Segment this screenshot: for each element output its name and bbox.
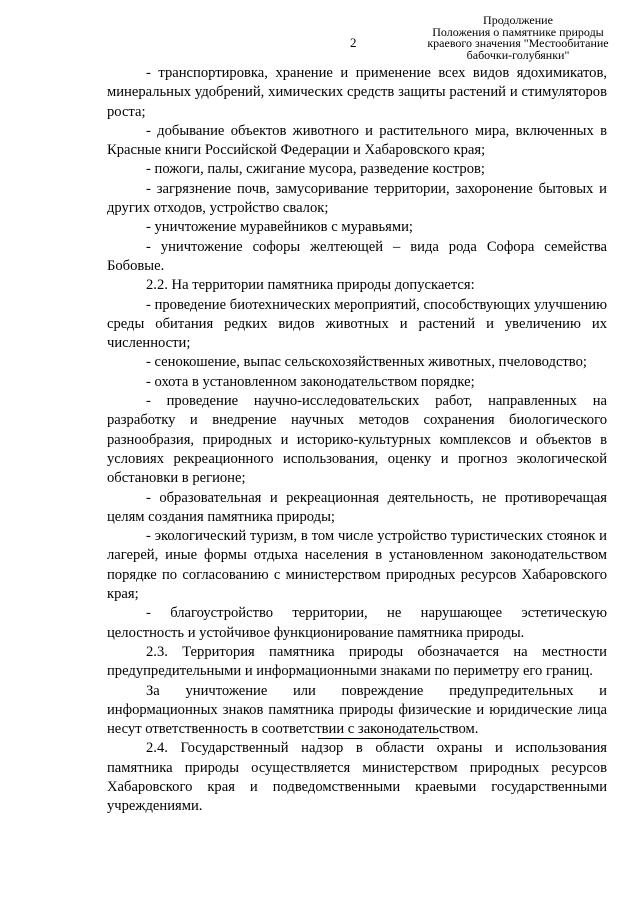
continuation-header xyxy=(408,15,628,61)
continuation-line: краевого значения "Местообитание xyxy=(427,36,609,50)
paragraph: - образовательная и рекреационная деятельность, не противоречащая целям создания памятника природы; xyxy=(107,489,607,525)
paragraph: За уничтожение или повреждение предупредительных и информационных знаков памятника природы физические и юридические лица несут ответственность в соответствии с законодательством. xyxy=(107,682,607,738)
continuation-line: Положения о памятнике природы xyxy=(432,24,604,39)
paragraph: 2.3. Территория памятника природы обозначается на местности предупредительными и информационными знаками по периметру его границ. xyxy=(107,643,607,680)
continuation-line: Продолжение xyxy=(483,13,553,27)
paragraph: - добывание объектов животного и растительного мира, включенных в Красные книги Российской Федерации и Хабаровского края; xyxy=(107,122,607,159)
paragraph: - проведение научно-исследовательских работ, направленных на разработку и внедрение научных методов сохранения биологического разнообразия, природных и историко-культурных комплексов и объектов в условиях рекреационного использования, оценку и прогноз экологической обстановки в регионе; xyxy=(107,393,607,487)
paragraph: 2.2. На территории памятника природы допускается: xyxy=(146,277,475,294)
page-number: 2 xyxy=(350,35,357,50)
paragraph: - экологический туризм, в том числе устройство туристических стоянок и лагерей, иные формы отдыха населения в установленном законодательством порядке по согласованию с министерством природных ресурсов Хабаровского края; xyxy=(107,528,607,603)
document-body xyxy=(107,64,607,817)
paragraph: - транспортировка, хранение и применение всех видов ядохимикатов, минеральных удобрений, химических средств защиты растений и стимуляторов роста; xyxy=(107,65,607,120)
continuation-line: бабочки-голубянки" xyxy=(466,47,570,62)
paragraph: - пожоги, палы, сжигание мусора, разведение костров; xyxy=(146,161,485,178)
paragraph: - уничтожение муравейников с муравьями; xyxy=(146,219,413,236)
paragraph: - сенокошение, выпас сельскохозяйственных животных, пчеловодство; xyxy=(146,354,587,371)
end-separator-line xyxy=(318,738,439,739)
paragraph: - проведение биотехнических мероприятий, способствующих улучшению среды обитания редких видов животных и растений и увеличению их численности; xyxy=(107,296,607,352)
paragraph: - загрязнение почв, замусоривание территории, захоронение бытовых и других отходов, устройство свалок; xyxy=(107,180,607,217)
paragraph: - благоустройство территории, не нарушающее эстетическую целостность и устойчивое функционирование памятника природы. xyxy=(107,605,607,641)
paragraph: - уничтожение софоры желтеющей – вида рода Софора семейства Бобовые. xyxy=(107,238,607,274)
paragraph: 2.4. Государственный надзор в области охраны и использования памятника природы осуществляется министерством природных ресурсов Хабаровского края и подведомственными краевыми государственными учреждениями. xyxy=(107,740,607,815)
paragraph: - охота в установленном законодательством порядке; xyxy=(146,373,475,390)
